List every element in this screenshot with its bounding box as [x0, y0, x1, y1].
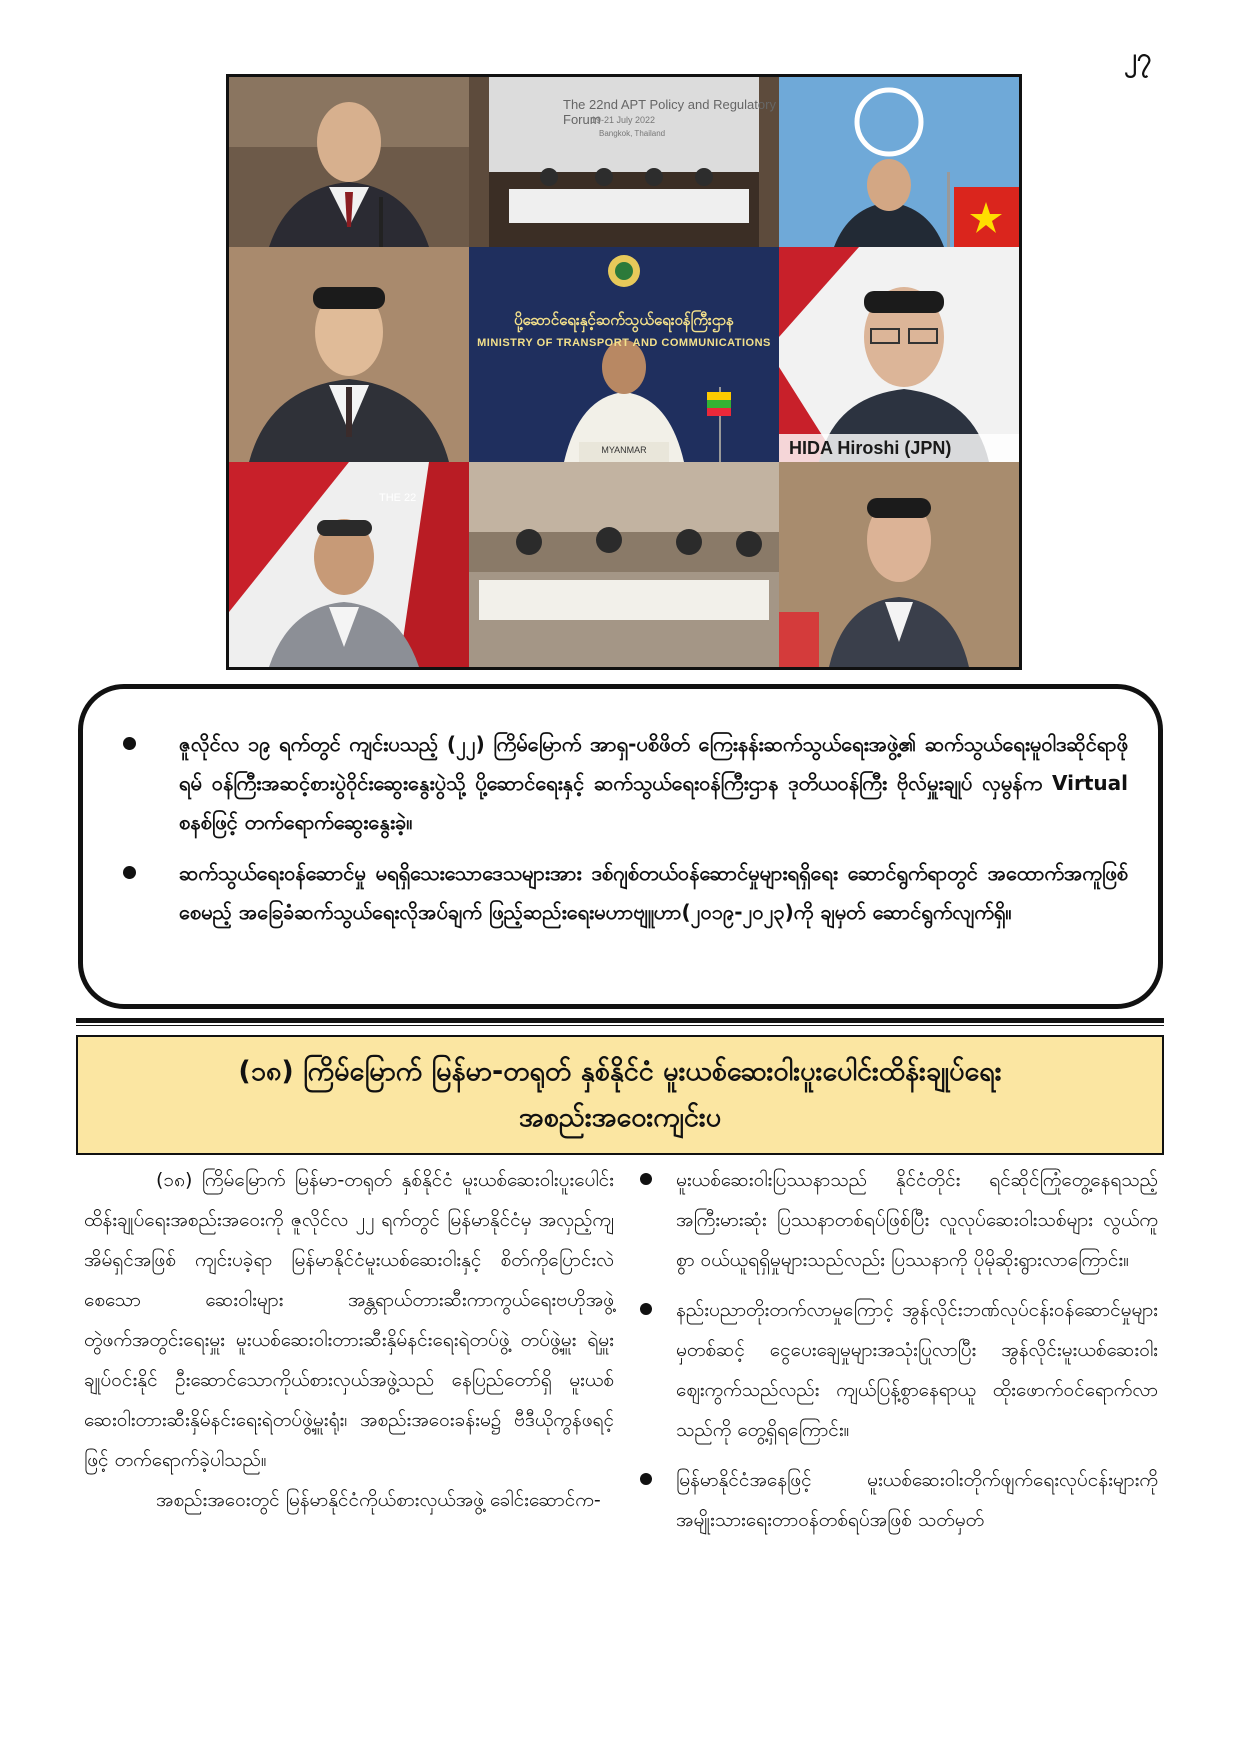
speaker-photo-bottom-left [229, 462, 469, 667]
ministry-title-en: MINISTRY OF TRANSPORT AND COMMUNICATIONS [477, 337, 771, 349]
section-divider [76, 1018, 1164, 1023]
article-bullet-text: မူးယစ်ဆေးဝါးပြဿနာသည် နိုင်ငံတိုင်း ရင်ဆိုင်ကြုံတွေ့နေရသည့် အကြီးမားဆုံး ပြဿနာတစ်ရပ်ဖြစ်ပြီး လူလုပ်ဆေးဝါးသစ်များ လွယ်ကူစွာ ဝယ်ယူရရှိမှုများသည်လည်း ပြဿနာကို ပိုမိုဆိုးရွားလာကြောင်း။ [676, 1169, 1158, 1271]
article-paragraph: (၁၈) ကြိမ်မြောက် မြန်မာ-တရုတ် နှစ်နိုင်ငံ မူးယစ်ဆေးဝါးပူးပေါင်းထိန်းချုပ်ရေးအစည်းအဝေးကို ဇူလိုင်လ ၂၂ ရက်တွင် မြန်မာနိုင်ငံမှ အလှည့်ကျအိမ်ရှင်အဖြစ် ကျင်းပခဲ့ရာ မြန်မာနိုင်ငံမူးယစ်ဆေးဝါးနှင့် စိတ်ကိုပြောင်းလဲစေသော ဆေးဝါးများ အန္တရာယ်တားဆီးကာကွယ်ရေးဗဟိုအဖွဲ့ တွဲဖက်အတွင်းရေးမှူး မူးယစ်ဆေးဝါးတားဆီးနှိမ်နင်းရေးရဲတပ်ဖွဲ့ တပ်ဖွဲ့မှူး ရဲမှူးချုပ်ဝင်းနိုင် ဦးဆောင်သောကိုယ်စားလှယ်အဖွဲ့သည် နေပြည်တော်ရှိ မူးယစ်ဆေးဝါးတားဆီးနှိမ်နင်းရေးရဲတပ်ဖွဲ့မှူးရုံး၊ အစည်းအဝေးခန်းမ၌ ဗီဒီယိုကွန်ဖရင့်ဖြင့် တက်ရောက်ခဲ့ပါသည်။ [84, 1169, 614, 1471]
article-bullet-list [640, 1160, 1158, 1540]
section-heading-line-1: (၁၈) ကြိမ်မြောက် မြန်မာ-တရုတ် နှစ်နိုင်ငံ မူးယစ်ဆေးဝါးပူးပေါင်းထိန်းချုပ်ရေး [238, 1056, 1002, 1087]
meeting-room-photo [469, 462, 779, 667]
speaker-photo-top-left [229, 77, 469, 247]
bullet-icon [123, 866, 136, 879]
article-bullet [640, 1160, 1158, 1280]
speaker-photo-top-right [779, 77, 1019, 247]
ministry-speaker-photo [469, 247, 779, 462]
forum-panel-stage-photo [469, 77, 779, 247]
section-divider-thin [76, 1025, 1164, 1026]
speaker-photo-hida-hiroshi [779, 247, 1019, 462]
bullet-icon [123, 737, 136, 750]
article-left-column [84, 1160, 614, 1520]
video-conference-photo-collage [226, 74, 1022, 670]
section-heading-line-2: အစည်းအဝေးကျင်းပ [518, 1102, 722, 1133]
speaker-photo-bottom-right [779, 462, 1019, 667]
section-heading [76, 1035, 1164, 1155]
bullet-icon [640, 1173, 652, 1185]
slide-line-3: Bangkok, Thailand [599, 129, 666, 138]
summary-box [78, 684, 1163, 1009]
article-paragraph: အစည်းအဝေးတွင် မြန်မာနိုင်ငံကိုယ်စားလှယ်အဖွဲ့ ခေါင်းဆောင်က- [156, 1489, 601, 1511]
article-bullet-text: မြန်မာနိုင်ငံအနေဖြင့် မူးယစ်ဆေးဝါးတိုက်ဖျက်ရေးလုပ်ငန်းများကို အမျိုးသားရေးတာဝန်တစ်ရပ်အဖြစ် သတ်မှတ် [676, 1469, 1158, 1531]
page-number: ၂၇ [1124, 43, 1152, 73]
myanmar-nameplate: MYANMAR [601, 445, 647, 455]
article-right-column [640, 1160, 1158, 1550]
summary-bullet [123, 854, 1128, 932]
ministry-title-mm: ပို့ဆောင်ရေးနှင့်ဆက်သွယ်ရေးဝန်ကြီးဌာန [514, 311, 734, 329]
summary-bullet [123, 725, 1128, 842]
slide-line-2: 19-21 July 2022 [591, 115, 656, 125]
speaker-photo-middle-left [229, 247, 469, 462]
banner-text: THE 22 [379, 492, 417, 504]
article-bullet [640, 1460, 1158, 1540]
article-bullet-text: နည်းပညာတိုးတက်လာမှုကြောင့် အွန်လိုင်းဘဏ်လုပ်ငန်းဝန်ဆောင်မှုများမှတစ်ဆင့် ငွေပေးချေမှုများအသုံးပြုလာပြီး အွန်လိုင်းမူးယစ်ဆေးဝါးဈေးကွက်သည်လည်း ကျယ်ပြန့်စွာနေရာယူ ထိုးဖောက်ဝင်ရောက်လာသည်ကို တွေ့ရှိရကြောင်း။ [676, 1299, 1158, 1441]
bullet-icon [640, 1473, 652, 1485]
speaker-caption: HIDA Hiroshi (JPN) [779, 434, 1019, 462]
summary-bullet-text: ဆက်သွယ်ရေးဝန်ဆောင်မှု မရရှိသေးသောဒေသများအား ဒစ်ဂျစ်တယ်ဝန်ဆောင်မှုများရရှိရေး ဆောင်ရွက်ရာတွင် အထောက်အကူဖြစ်စေမည့် အခြေခံဆက်သွယ်ရေးလိုအပ်ချက် ဖြည့်ဆည်းရေးမဟာဗျူဟာ(၂၀၁၉-၂၀၂၃)ကို ချမှတ် ဆောင်ရွက်လျက်ရှိ။ [179, 861, 1128, 924]
slide-line-1: The 22nd APT Policy and Regulatory Forum [563, 97, 776, 127]
summary-bullet-text: ဇူလိုင်လ ၁၉ ရက်တွင် ကျင်းပသည့် (၂၂) ကြိမ်မြောက် အာရှ-ပစိဖိတ် ကြေးနန်းဆက်သွယ်ရေးအဖွဲ့၏ ဆက်သွယ်ရေးမူဝါဒဆိုင်ရာဖိုရမ် ဝန်ကြီးအဆင့်စားပွဲဝိုင်းဆွေးနွေးပွဲသို့ ပို့ဆောင်ရေးနှင့် ဆက်သွယ်ရေးဝန်ကြီးဌာန ဒုတိယဝန်ကြီး ဗိုလ်မှူးချုပ် လှမွန်က Virtual စနစ်ဖြင့် တက်ရောက်ဆွေးနွေးခဲ့။ [179, 732, 1128, 834]
bullet-icon [640, 1303, 652, 1315]
article-bullet [640, 1290, 1158, 1450]
